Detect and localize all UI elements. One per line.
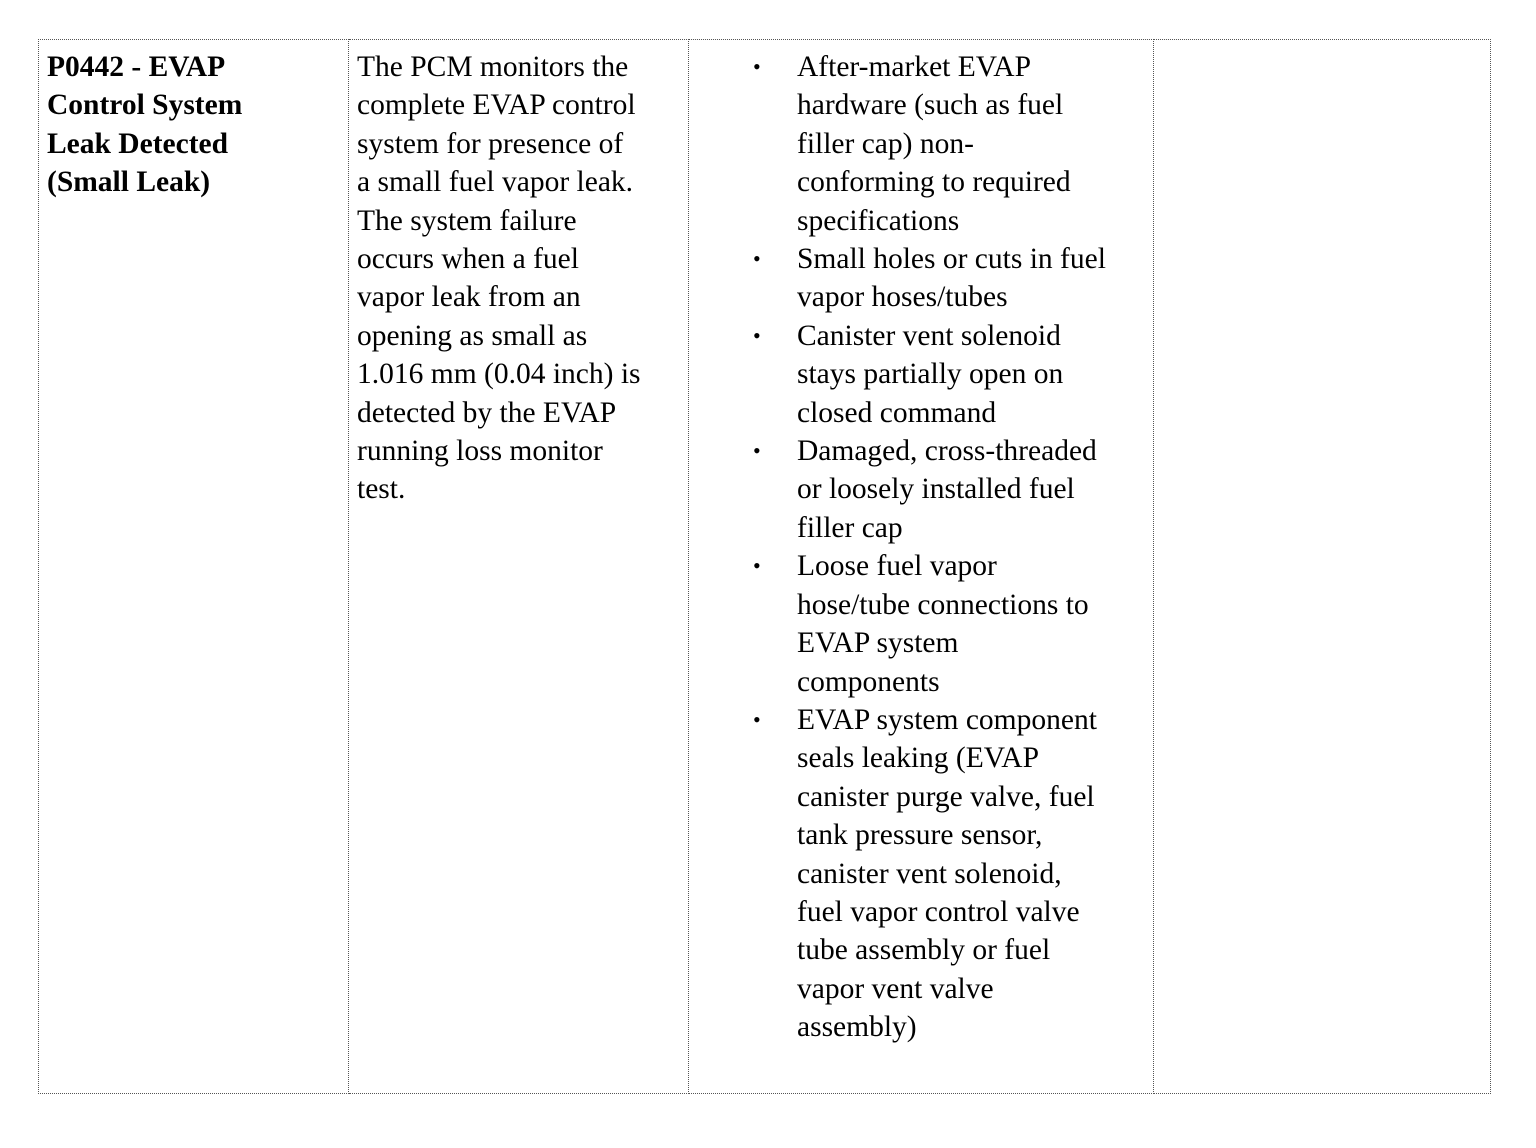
cause-text: After-market EVAP hardware (such as fuel filler cap) non- conforming to required specifications (797, 51, 1071, 237)
cause-text: Canister vent solenoid stays partially open on closed command (797, 319, 1064, 429)
action-cell (1154, 40, 1491, 1094)
table-row (39, 40, 1491, 1094)
bullet-icon: • (753, 246, 761, 272)
cause-text: Damaged, cross-threaded or loosely installed fuel filler cap (797, 435, 1097, 544)
dtc-description: The PCM monitors the complete EVAP control system for presence of a small fuel vapor leak. The system failure occurs when a fuel vapor leak from an opening as small as 1.016 mm (0.04 inch) is detected by the EVAP running loss monitor test. (357, 51, 641, 506)
list-item (697, 48, 1145, 240)
dtc-code-title: P0442 - EVAP Control System Leak Detected (Small Leak) (47, 51, 243, 199)
dtc-table (38, 39, 1491, 1094)
cause-text: Loose fuel vapor hose/tube connections to EVAP system components (797, 550, 1089, 698)
bullet-icon: • (753, 54, 761, 79)
list-item (697, 240, 1145, 317)
dtc-code-cell (39, 40, 349, 1094)
list-item (697, 547, 1145, 701)
cause-text: Small holes or cuts in fuel vapor hoses/tubes (797, 243, 1106, 314)
possible-causes-cell (689, 40, 1154, 1094)
bullet-icon: • (753, 553, 761, 579)
cause-text: EVAP system component seals leaking (EVAP canister purge valve, fuel tank pressure sensor, canister vent solenoid, fuel vapor control valve tube assembly or fuel vapor vent valve assembly) (797, 703, 1097, 1044)
bullet-icon: • (753, 322, 761, 348)
description-cell (349, 40, 689, 1094)
list-item (697, 432, 1145, 547)
bullet-icon: • (753, 706, 761, 732)
possible-causes-list (697, 48, 1145, 1047)
list-item (697, 701, 1145, 1047)
list-item (697, 317, 1145, 432)
bullet-icon: • (753, 438, 761, 464)
